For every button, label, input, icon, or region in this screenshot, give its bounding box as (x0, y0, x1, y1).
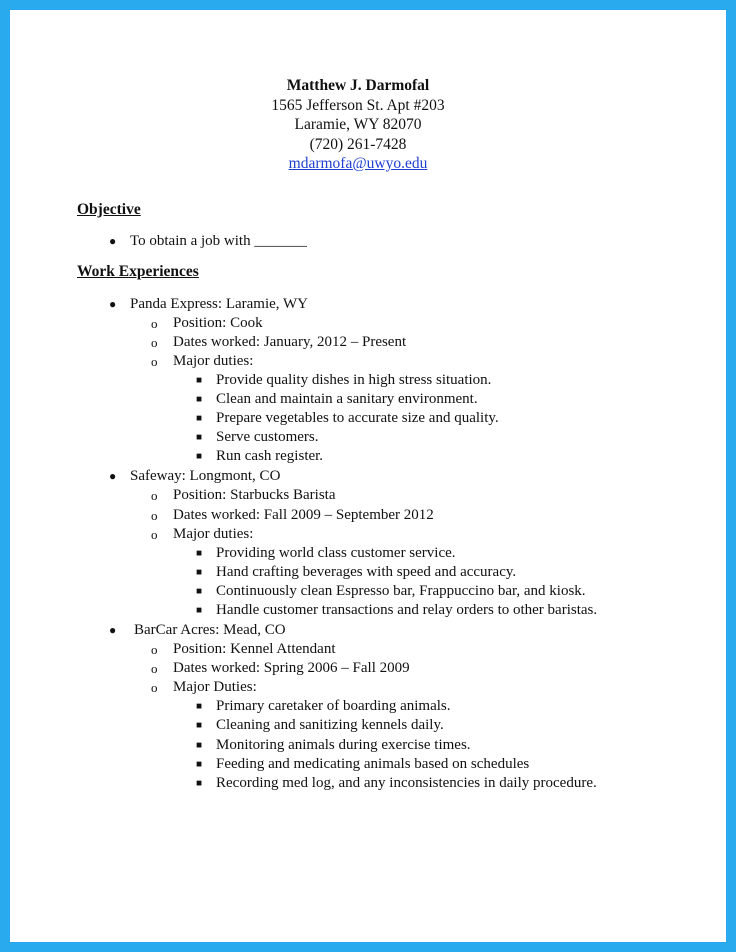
job-employer: Safeway: Longmont, CO (130, 468, 281, 484)
square-bullet-icon: ■ (196, 740, 203, 751)
job-position: Position: Kennel Attendant (173, 641, 336, 657)
job-employer: Panda Express: Laramie, WY (130, 296, 309, 312)
job-position: Position: Cook (173, 315, 263, 331)
duty-item: Prepare vegetables to accurate size and quality. (216, 410, 499, 426)
circle-bullet-icon: o (151, 508, 158, 523)
job-duties-label: Major duties: (173, 526, 254, 542)
duty-item: Provide quality dishes in high stress situation. (216, 372, 492, 388)
circle-bullet-icon: o (151, 354, 158, 369)
duty-item: Clean and maintain a sanitary environment. (216, 391, 478, 407)
duty-item: Continuously clean Espresso bar, Frappuccino bar, and kiosk. (216, 583, 586, 599)
square-bullet-icon: ■ (196, 567, 203, 578)
contact-header (0, 76, 726, 174)
duty-item: Run cash register. (216, 448, 324, 464)
duty-item: Monitoring animals during exercise times. (216, 737, 471, 753)
duty-item: Cleaning and sanitizing kennels daily. (216, 717, 444, 733)
square-bullet-icon: ■ (196, 720, 203, 731)
address-line-1: 1565 Jefferson St. Apt #203 (271, 96, 445, 114)
square-bullet-icon: ■ (196, 451, 203, 462)
work-experience-heading: Work Experiences (77, 263, 199, 280)
duty-item: Serve customers. (216, 429, 319, 445)
phone-number: (720) 261-7428 (309, 135, 407, 153)
duty-item: Primary caretaker of boarding animals. (216, 698, 451, 714)
square-bullet-icon: ■ (196, 759, 203, 770)
job-dates: Dates worked: Spring 2006 – Fall 2009 (173, 660, 410, 676)
circle-bullet-icon: o (151, 335, 158, 350)
duty-item: Hand crafting beverages with speed and accuracy. (216, 564, 517, 580)
bullet-icon: ● (109, 469, 117, 483)
square-bullet-icon: ■ (196, 548, 203, 559)
square-bullet-icon: ■ (196, 701, 203, 712)
circle-bullet-icon: o (151, 661, 158, 676)
duty-item: Recording med log, and any inconsistencies in daily procedure. (216, 775, 597, 791)
square-bullet-icon: ■ (196, 413, 203, 424)
bullet-icon: ● (109, 234, 117, 248)
applicant-name: Matthew J. Darmofal (286, 77, 430, 94)
square-bullet-icon: ■ (196, 375, 203, 386)
address-line-2: Laramie, WY 82070 (294, 116, 422, 133)
circle-bullet-icon: o (151, 527, 158, 542)
duty-item: Feeding and medicating animals based on schedules (216, 756, 530, 772)
circle-bullet-icon: o (151, 680, 158, 695)
objective-heading: Objective (77, 201, 141, 218)
duty-item: Providing world class customer service. (216, 545, 456, 561)
bullet-icon: ● (109, 297, 117, 311)
circle-bullet-icon: o (151, 316, 158, 331)
circle-bullet-icon: o (151, 642, 158, 657)
square-bullet-icon: ■ (196, 778, 203, 789)
job-dates: Dates worked: Fall 2009 – September 2012 (173, 507, 434, 523)
job-duties-label: Major Duties: (173, 679, 257, 695)
job-employer: BarCar Acres: Mead, CO (134, 622, 286, 638)
job-duties-label: Major duties: (173, 353, 254, 369)
circle-bullet-icon: o (151, 488, 158, 503)
job-dates: Dates worked: January, 2012 – Present (173, 334, 407, 350)
email-link[interactable]: mdarmofa@uwyo.edu (288, 155, 428, 172)
square-bullet-icon: ■ (196, 394, 203, 405)
objective-text: To obtain a job with _______ (130, 233, 307, 249)
square-bullet-icon: ■ (196, 432, 203, 443)
duty-item: Handle customer transactions and relay orders to other baristas. (216, 602, 598, 618)
job-position: Position: Starbucks Barista (173, 487, 336, 503)
bullet-icon: ● (109, 623, 117, 637)
square-bullet-icon: ■ (196, 605, 203, 616)
square-bullet-icon: ■ (196, 586, 203, 597)
